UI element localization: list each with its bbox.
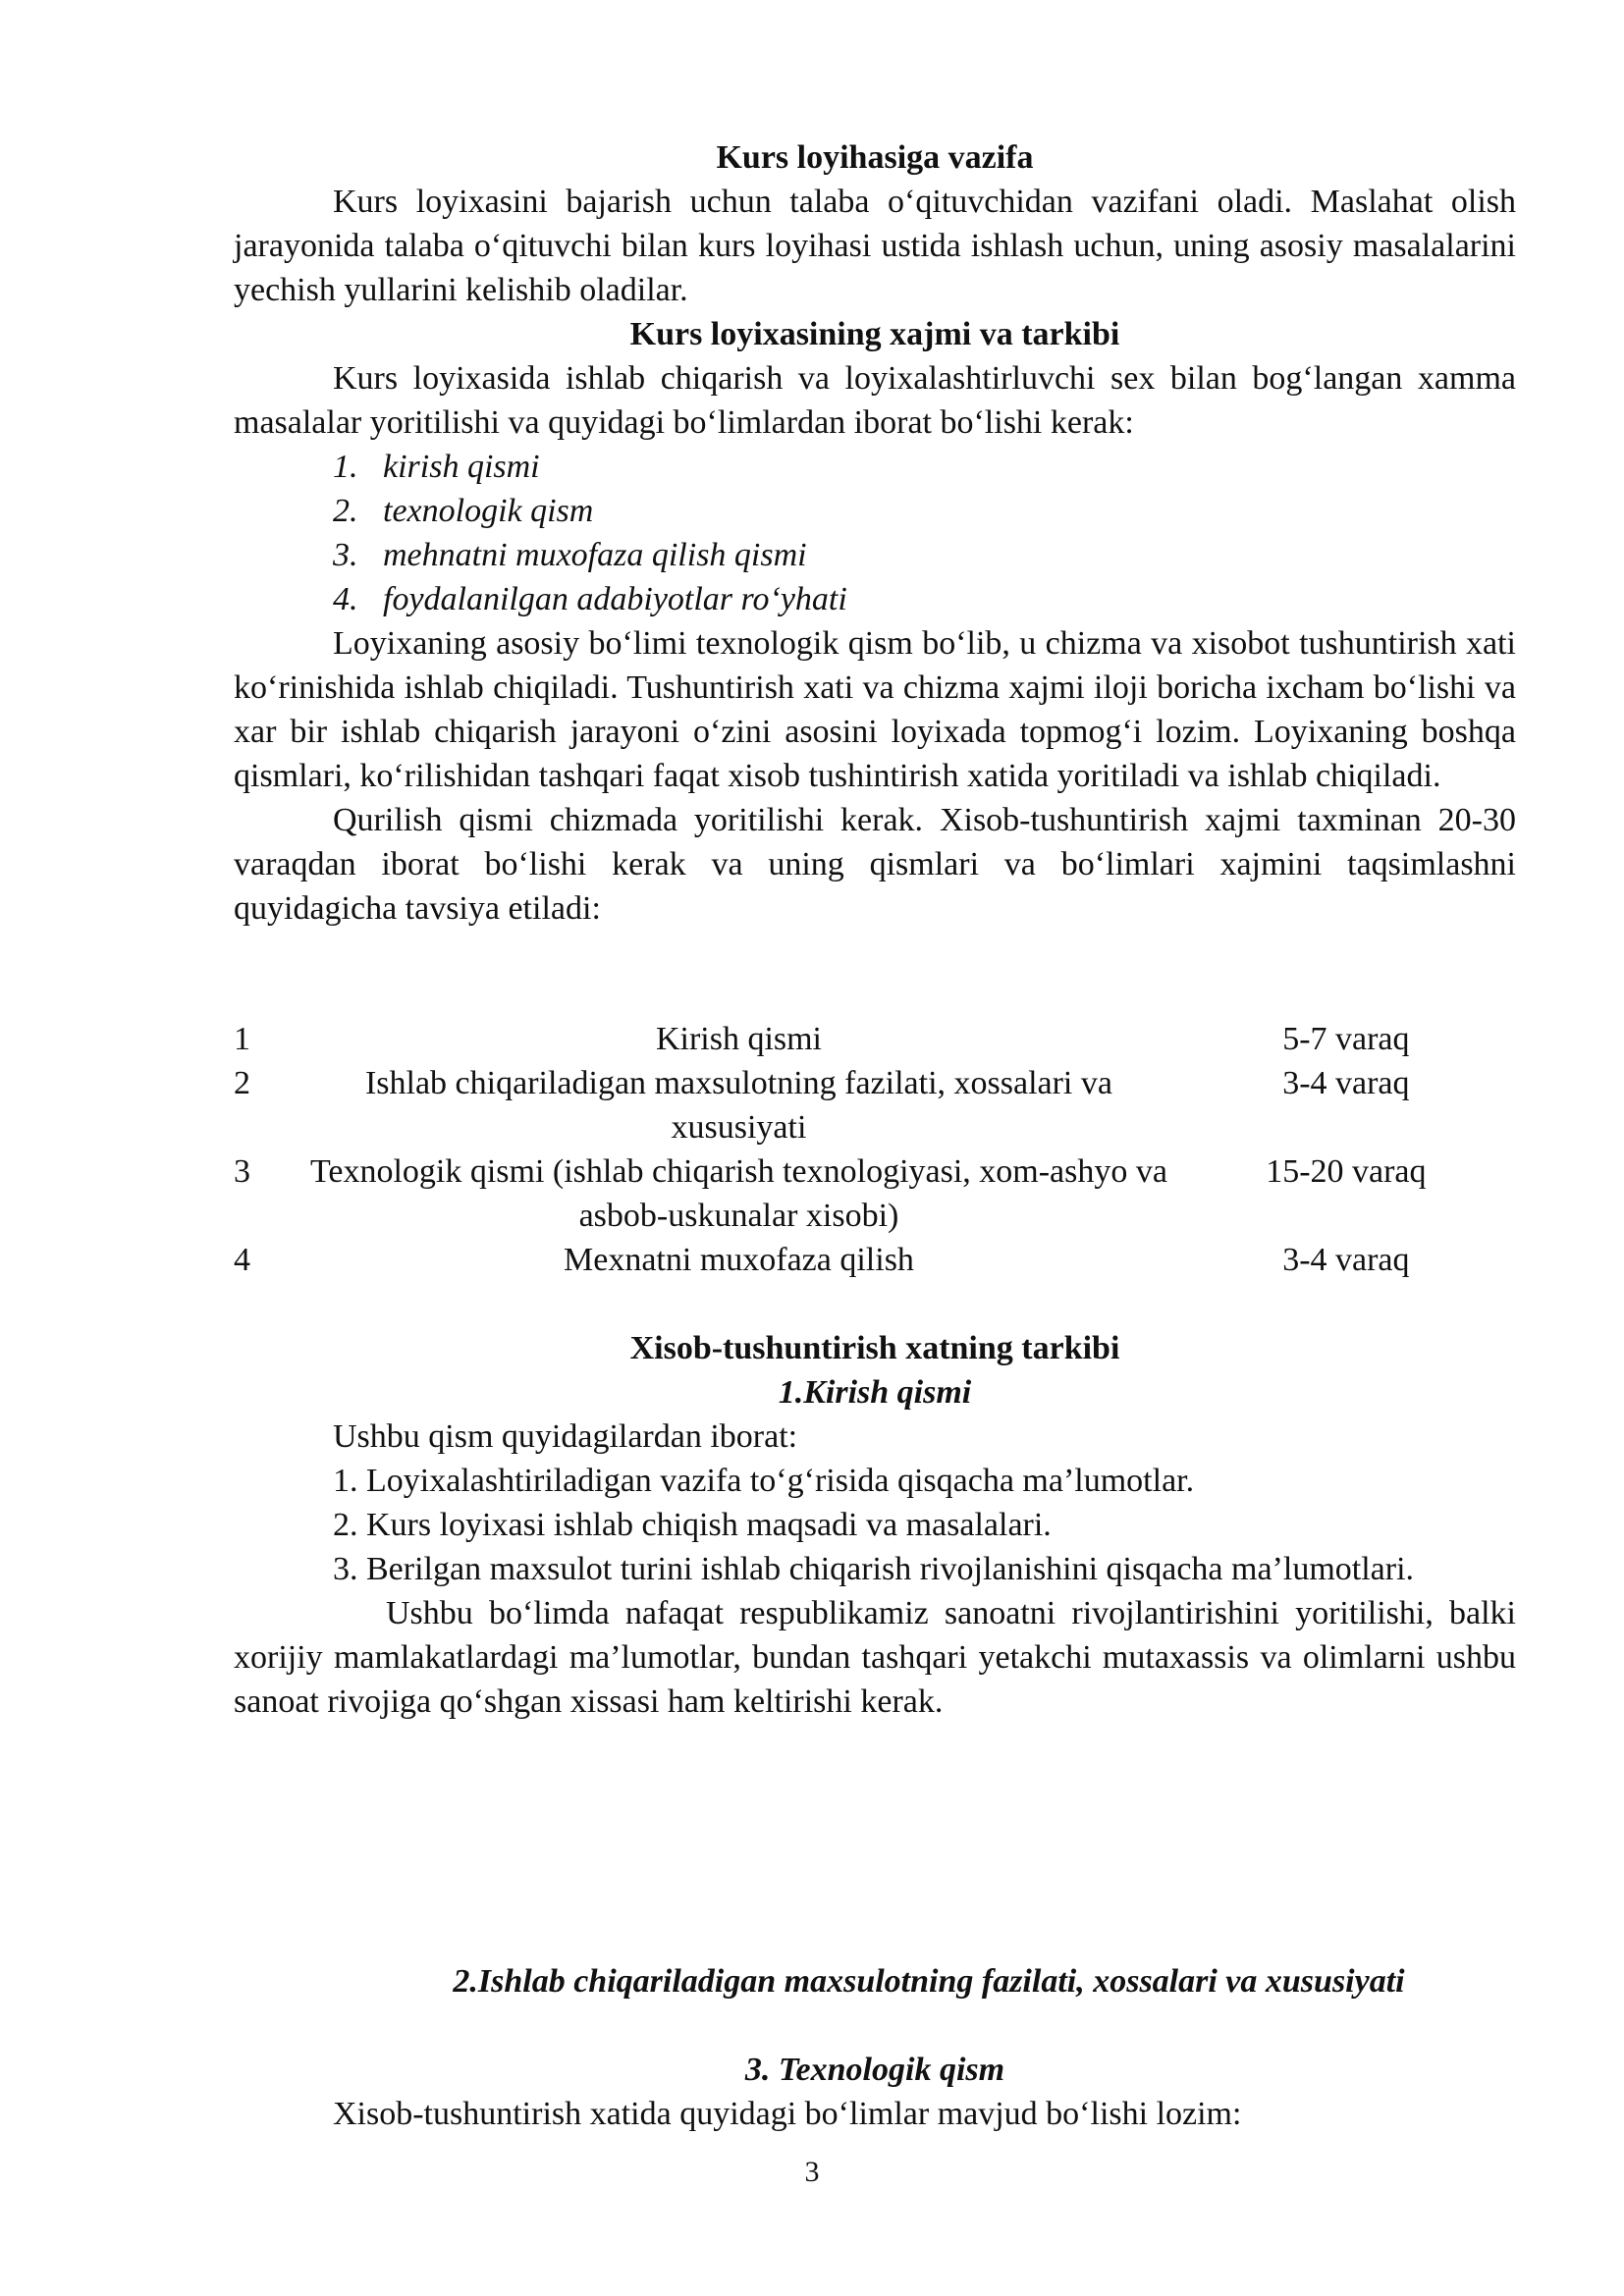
paragraph: Kurs loyixasida ishlab chiqarish va loyixalashtirluvchi sex bilan bog‘langan xamma masalalar yoritilishi va quyidagi bo‘limlardan iborat bo‘lishi kerak: (234, 360, 1516, 441)
section-subtitle: 1.Kirish qismi (778, 1374, 972, 1411)
list-intro: Ushbu qism quyidagilardan iborat: (333, 1418, 798, 1455)
volume-table (234, 1017, 1516, 1282)
row-title: Kirish qismi (655, 1021, 823, 1057)
paragraph: Xisob-tushuntirish xatida quyidagi bo‘limlar mavjud bo‘lishi lozim: (333, 2096, 1242, 2132)
row-pages: 15-20 varaq (1266, 1153, 1427, 1190)
section-title: Kurs loyixasining xajmi va tarkibi (629, 316, 1120, 352)
section-title: Kurs loyihasiga vazifa (716, 139, 1034, 176)
list-item: 3. Berilgan maxsulot turini ishlab chiqarish rivojlanishini qisqacha ma’lumotlari. (333, 1551, 1415, 1587)
list-item: 3. mehnatni muxofaza qilish qismi (333, 537, 807, 573)
paragraph: Ushbu bo‘limda nafaqat respublikamiz sanoatni rivojlantirishini yoritilishi, balki xorijiy mamlakatlardagi ma’lumotlar, bundan tashqari yetakchi mutaxassis va olimlarni ushbu sanoat rivojiga qo‘shgan xissasi ham keltirishi kerak. (234, 1595, 1516, 1720)
section-title: 2.Ishlab chiqariladigan maxsulotning fazilati, xossalari va xususiyati (453, 1963, 1405, 2000)
paragraph: Loyixaning asosiy bo‘limi texnologik qism bo‘lib, u chizma va xisobot tushuntirish xati ko‘rinishida ishlab chiqiladi. Tushuntirish xati va chizma xajmi iloji boricha ixcham bo‘lishi va xar bir ishlab chiqarish jarayoni o‘zini asosini loyixada topmog‘i lozim. Loyixaning boshqa qismlari, ko‘rilishidan tashqari faqat xisob tushintirish xatida yoritiladi va ishlab chiqiladi. (234, 625, 1516, 794)
section-volume-structure (234, 312, 1516, 931)
paragraph: Qurilish qismi chizmada yoritilishi kerak. Xisob-tushuntirish xajmi taxminan 20-30 varaqdan iborat bo‘lishi kerak va uning qismlari va bo‘limlari xajmini taqsimlashni quyidagicha tavsiya etiladi: (234, 802, 1516, 927)
row-title: Mexnatni muxofaza qilish (564, 1242, 914, 1278)
section-title: Xisob-tushuntirish xatning tarkibi (629, 1330, 1120, 1366)
row-number: 2 (234, 1065, 250, 1101)
row-number: 3 (234, 1153, 250, 1190)
section-explanatory-note (234, 1326, 1516, 1724)
row-title: Texnologik qismi (ishlab chiqarish texnologiyasi, xom-ashyo va asbob-uskunalar xisobi) (309, 1153, 1167, 1234)
table-row (234, 1149, 1516, 1238)
row-number: 1 (234, 1021, 250, 1057)
table-row (234, 1061, 1516, 1149)
list-item: 2. texnologik qism (333, 493, 594, 529)
table-row (234, 1238, 1516, 1282)
section-title: 3. Texnologik qism (744, 2052, 1005, 2088)
list-item: 1. kirish qismi (333, 449, 540, 485)
paragraph: Kurs loyixasini bajarish uchun talaba o‘qituvchidan vazifani oladi. Maslahat olish jarayonida talaba o‘qituvchi bilan kurs loyihasi ustida ishlash uchun, uning asosiy masalalarini yechish yullarini kelishib oladilar. (234, 184, 1516, 308)
section-product-properties (234, 1959, 1516, 2003)
row-title: Ishlab chiqariladigan maxsulotning fazilati, xossalari va xususiyati (364, 1065, 1112, 1146)
table-row (234, 1017, 1516, 1061)
list-item: 2. Kurs loyixasi ishlab chiqish maqsadi va masalalari. (333, 1507, 1052, 1543)
row-pages: 3-4 varaq (1282, 1242, 1410, 1278)
row-pages: 3-4 varaq (1282, 1065, 1410, 1101)
list-item: 4. foydalanilgan adabiyotlar ro‘yhati (333, 581, 847, 617)
section-task (234, 135, 1516, 312)
row-number: 4 (234, 1242, 250, 1278)
row-pages: 5-7 varaq (1282, 1021, 1410, 1057)
section-technology (234, 2048, 1516, 2136)
list-item: 1. Loyixalashtiriladigan vazifa to‘g‘risida qisqacha ma’lumotlar. (333, 1463, 1195, 1499)
page-number: 3 (804, 2156, 820, 2188)
